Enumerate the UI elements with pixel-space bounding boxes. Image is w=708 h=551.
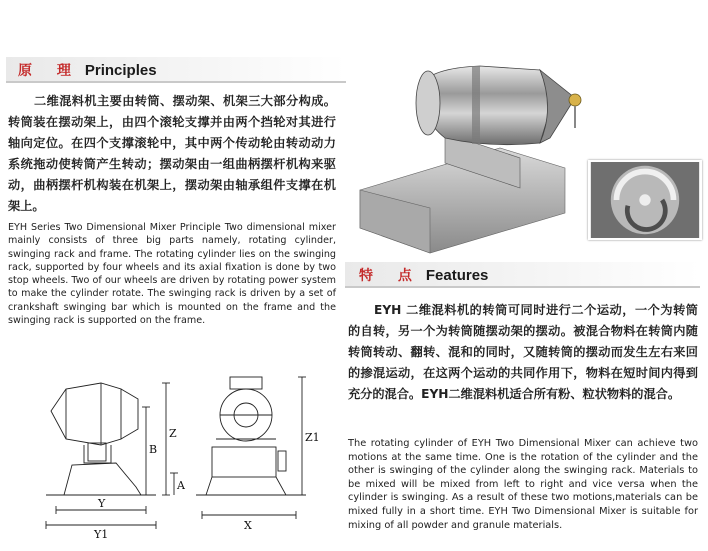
dim-label-y1: Y1 [94, 528, 109, 541]
dim-label-b: B [149, 443, 158, 456]
dim-label-z1: Z1 [305, 431, 320, 444]
dim-label-a: A [177, 479, 185, 492]
drum-interior-photo [588, 160, 702, 240]
dim-label-y: Y [98, 497, 106, 510]
features-body-en: The rotating cylinder of EYH Two Dimensional Mixer can achieve two motions at the same time. One is the rotation of the cylinder and the other is swinging of the cylinder along the swinging rack. Materials to be mixed will be mixed from left to right and vice versa when the cylinder is swinging. As a result of these two motions,materials can be mixed fully in a short time. EYH Two Dimensional Mixer is suitable for mixing of all powder and granule materials. [348, 438, 698, 531]
principles-title-cn: 原 理 [18, 63, 81, 79]
principles-body-en: EYH Series Two Dimensional Mixer Principle Two dimensional mixer mainly consists of three big parts namely, rotating cylinder, swinging rack and frame. The rotating cylinder lies on the swinging rack, supported by four wheels and its axial fixation is done by two stop wheels. Two of our wheels are driven by rotating power system to make the cylinder rotate. The swinging rack is driven by a set of crankshaft swinging bar which is mounted on the frame and the swinging rack is supported on the frame. [8, 222, 336, 327]
principles-body-cn: 二维混料机主要由转筒、摆动架、机架三大部分构成。转筒装在摆动架上，由四个滚轮支撑并由两个挡轮对其进行轴向定位。在四个支撑滚轮中，其中两个传动轮由转动动力系统拖动使转筒产生转动；摆动架由一组曲柄摆杆机构来驱动，曲柄摆杆机构装在机架上，摆动架由轴承组件支撑在机架上。 [8, 94, 336, 213]
principles-title-en: Principles [84, 61, 157, 79]
principles-header [6, 57, 346, 83]
features-header [345, 262, 700, 288]
dimension-drawing [6, 355, 336, 545]
features-body-cn: EYH 二维混料机的转筒可同时进行二个运动，一个为转筒的自转，另一个为转筒随摆动架的摆动。被混合物料在转筒内随转筒转动、翻转、混和的同时，又随转筒的摆动而发生左右来回的掺混运动，在这两个运动的共同作用下，物料在短时间内得到充分的混合。EYH二维混料机适合所有粉、粒状物料的混合。 [348, 303, 698, 401]
features-title-cn: 特 点 [359, 268, 422, 284]
dim-label-z: Z [169, 427, 177, 440]
features-title-en: Features [425, 266, 489, 284]
dim-label-x: X [244, 519, 252, 532]
